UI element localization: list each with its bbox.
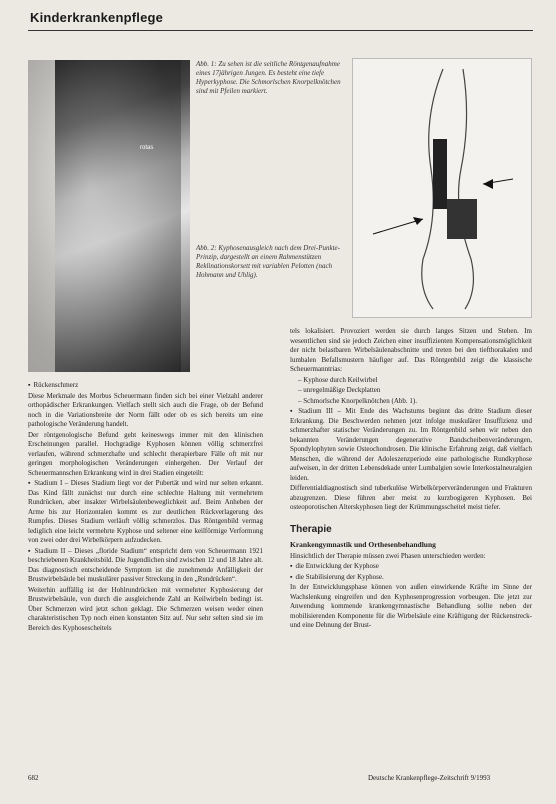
- figure1-caption: Abb. 1: Zu sehen ist die seitliche Röntgenaufnahme eines 17jährigen Jungen. Es besteht eine tiefe Hyperkyphose. Die Schmorlschen Knorpelknötchen sind mit Pfeilen markiert.: [196, 60, 341, 95]
- figure2-caption: Abb. 2: Kyphosenausgleich nach dem Drei-Punkte-Prinzip, dargestellt an einem Rahmenstützen Reklinationskorsett mit variablen Pelotten (nach Hohmann und Uhlig).: [196, 244, 340, 279]
- dash-item: – Kyphose durch Keilwirbel: [298, 375, 378, 384]
- dash-item: – unregelmäßige Deckplatten: [298, 386, 381, 394]
- section-title: Therapie: [290, 523, 332, 535]
- left-paragraph: ▪ Rückenschmerz: [28, 381, 263, 391]
- left-paragraph: ▪ Stadium II – Dieses „floride Stadium“ entspricht dem von Scheuermann 1921 beschriebenen Krankheitsbild. Die Jugendlichen sind zwischen 12 und 18 Jahre alt. Das diagnostisch entscheidende Symptom ist die zunehmende Anfälligkeit der Brustwirbelsäule bei muskulärer passiver Streckung in den „Rundrücken“.: [28, 547, 263, 585]
- left-text-column: [28, 381, 263, 634]
- left-paragraph: Weiterhin auffällig ist der Hohlrundrücken mit vermehrter Kyphosierung der Brustwirbelsäule, von durch die ausgleichende Zahl an Keilwirbeln bedingt ist. Über Schmerzen wird jetzt schon geklagt. Die Schmerzen weisen weder einen charakteristischen Typ noch einen konstanten Sitz auf. Nur sehr selten sind sie im Bereich des Kyphosescheitels: [28, 585, 263, 632]
- right-text-column: [290, 327, 532, 632]
- header-rule: [28, 30, 533, 31]
- stage3-paragraph: ▪ Stadium III – Mit Ende des Wachstums beginnt das dritte Stadium dieser Erkrankung. Die Beschwerden nehmen jetzt infolge muskulärer Insuffizienz und schmerzhafter statischer Veränderungen zu. Im Röntgenbild sehen wir neben den bekannten Veränderungen degenerative Bandscheibenveränderungen, Spondylophyten sowie Osteochondrosen. Die klinische Erfahrung zeigt, daß vielfach Menschen, die während der Adoleszenzperiode eine pathologische Rundkyphose aufweisen, in der dritten Lebensdekade unter Lumbalgien sowie Interkostalneuralgien leiden.: [290, 407, 532, 483]
- dash-item: – Schmorlsche Knorpelknötchen (Abb. 1).: [298, 396, 417, 405]
- phase-item: ▪ die Stabilisierung der Kyphose.: [290, 573, 532, 583]
- journal-footer: Deutsche Krankenpflege-Zeitschrift 9/1993: [368, 774, 491, 782]
- differential-paragraph: Differentialdiagnostisch sind tuberkulöse Wirbelkörperveränderungen und Frakturen abzugrenzen. Diese führen aber meist zu kurzbogigeren Kyphosen. Bei osteoporotischen Alterskyphosen liegt der Krümmungsscheitel meist tiefer.: [290, 484, 532, 511]
- right-intro: tels lokalisiert. Provoziert werden sie durch langes Sitzen und Stehen. Im wesentlichen sind sie jedoch Zeichen einer insuffizienten Kompensationsmöglichkeit der nicht belastbaren Wirbelsäulenabschnitte und treten bei den tiefthorakalen und lumbalen Befallsmustern häufiger auf. Das Röntgenbild zeigt die klassische Scheuermanntrias:: [290, 327, 532, 373]
- xray-shadow: [28, 60, 181, 372]
- left-paragraph: ▪ Stadium I – Dieses Stadium liegt vor der Pubertät und wird nur selten erkannt. Das Kind fällt zunächst nur durch eine schlechte Haltung mit vermehrtem Rundrücken, aber insakter Wirbelsäulenbeweglichkeit auf. Beim Anheben der Arme bis zur Horizontalen kommt es zur deutlichen Rückverlagerung des Rumpfes. Dieses Stadium verläuft völlig schmerzlos. Das Röntgenbild vermag lediglich eine leicht vermehrte Kyphose und seltener eine keilförmige Verformung von zwei oder drei Wirbelkörpern aufzudecken.: [28, 479, 263, 546]
- xray-label: rotas: [140, 145, 154, 151]
- phase-item: ▪ die Entwicklung der Kyphose: [290, 562, 532, 572]
- subsection-title: Krankengymnastik und Orthesenbehandlung: [290, 540, 436, 549]
- left-paragraph: Der röntgenologische Befund geht keineswegs immer mit den klinischen Erscheinungen parallel. Hochgradige Kyphosen können völlig schmerzfrei verlaufen, während schmerzhafte und schlecht therapierbare Fälle oft mit nur geringen morphologischen Veränderungen einhergehen. Der Verlauf der Scheuermannschen Erkrankung wird in drei Stadien eingeteilt:: [28, 430, 263, 477]
- therapy-text: In der Entwicklungsphase können von außen einwirkende Kräfte im Sinne der Wachslenkung eingreifen und den Kyphosenprogression vorbeugen. Die jetzt zur Anwendung kommende krankengymnastische Behandlung sollte neben der mobilisierenden Komponente für die Wirbelsäule eine Kräftigung der Rückenstreck- und eine Dehnung der Brust-: [290, 583, 532, 629]
- left-paragraph: Diese Merkmale des Morbus Scheuermann finden sich bei einer Vielzahl anderer orthopädischer Erkrankungen. Vielfach stellt sich auch die Frage, ob der Befund noch in die Variationsbreite der Norm fällt oder ob es sich bereits um eine pathologische Veränderung handelt.: [28, 391, 263, 428]
- page-number: 682: [28, 774, 39, 782]
- therapy-intro: Hinsichtlich der Therapie müssen zwei Phasen unterschieden werden:: [290, 551, 486, 560]
- corset-illustration: [352, 58, 532, 318]
- page-header-title: Kinderkrankenpflege: [30, 10, 164, 25]
